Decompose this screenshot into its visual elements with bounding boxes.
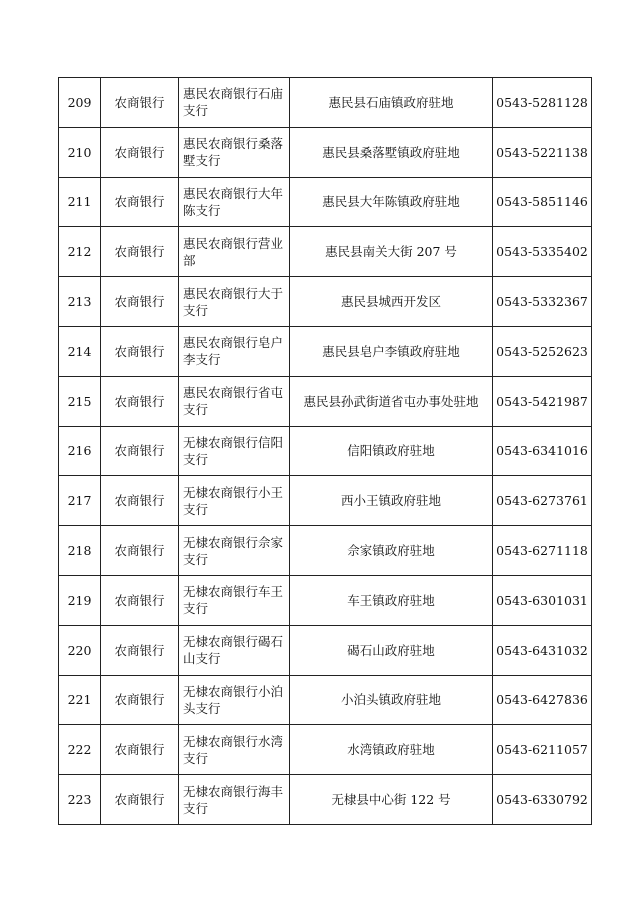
row-number: 219 [59, 575, 101, 625]
branch-name: 无棣农商银行水湾支行 [179, 725, 290, 775]
table-row [59, 426, 592, 476]
branch-phone: 0543-6271118 [493, 526, 592, 576]
branch-name: 惠民农商银行大年陈支行 [179, 177, 290, 227]
branch-phone: 0543-6427836 [493, 675, 592, 725]
branch-table [58, 77, 592, 825]
table-body [59, 78, 592, 825]
row-number: 210 [59, 127, 101, 177]
branch-phone: 0543-6330792 [493, 775, 592, 825]
row-number: 217 [59, 476, 101, 526]
bank-type: 农商银行 [101, 127, 179, 177]
branch-phone: 0543-6431032 [493, 625, 592, 675]
row-number: 209 [59, 78, 101, 128]
bank-type: 农商银行 [101, 775, 179, 825]
bank-type: 农商银行 [101, 725, 179, 775]
row-number: 213 [59, 277, 101, 327]
branch-phone: 0543-6301031 [493, 575, 592, 625]
table-row [59, 277, 592, 327]
bank-type: 农商银行 [101, 177, 179, 227]
branch-address: 惠民县石庙镇政府驻地 [290, 78, 493, 128]
branch-name: 惠民农商银行桑落墅支行 [179, 127, 290, 177]
branch-address: 惠民县桑落墅镇政府驻地 [290, 127, 493, 177]
branch-phone: 0543-5851146 [493, 177, 592, 227]
table-row [59, 376, 592, 426]
table-row [59, 78, 592, 128]
branch-name: 无棣农商银行车王支行 [179, 575, 290, 625]
bank-type: 农商银行 [101, 227, 179, 277]
row-number: 220 [59, 625, 101, 675]
row-number: 223 [59, 775, 101, 825]
branch-phone: 0543-6273761 [493, 476, 592, 526]
bank-type: 农商银行 [101, 476, 179, 526]
row-number: 212 [59, 227, 101, 277]
row-number: 218 [59, 526, 101, 576]
branch-name: 无棣农商银行碣石山支行 [179, 625, 290, 675]
row-number: 216 [59, 426, 101, 476]
bank-type: 农商银行 [101, 277, 179, 327]
branch-phone: 0543-5332367 [493, 277, 592, 327]
bank-type: 农商银行 [101, 426, 179, 476]
branch-name: 惠民农商银行石庙支行 [179, 78, 290, 128]
table-row [59, 675, 592, 725]
branch-address: 信阳镇政府驻地 [290, 426, 493, 476]
branch-name: 惠民农商银行省屯支行 [179, 376, 290, 426]
branch-name: 无棣农商银行小王支行 [179, 476, 290, 526]
branch-name: 无棣农商银行小泊头支行 [179, 675, 290, 725]
bank-type: 农商银行 [101, 675, 179, 725]
table-row [59, 127, 592, 177]
row-number: 214 [59, 326, 101, 376]
bank-type: 农商银行 [101, 376, 179, 426]
table-row [59, 775, 592, 825]
branch-address: 惠民县城西开发区 [290, 277, 493, 327]
table-row [59, 575, 592, 625]
branch-phone: 0543-5252623 [493, 326, 592, 376]
branch-address: 西小王镇政府驻地 [290, 476, 493, 526]
bank-type: 农商银行 [101, 526, 179, 576]
branch-address: 水湾镇政府驻地 [290, 725, 493, 775]
table-row [59, 227, 592, 277]
table-row [59, 625, 592, 675]
table-row [59, 177, 592, 227]
branch-name: 惠民农商银行营业部 [179, 227, 290, 277]
row-number: 221 [59, 675, 101, 725]
branch-phone: 0543-5281128 [493, 78, 592, 128]
row-number: 222 [59, 725, 101, 775]
branch-name: 无棣农商银行海丰支行 [179, 775, 290, 825]
branch-address: 无棣县中心街 122 号 [290, 775, 493, 825]
branch-address: 佘家镇政府驻地 [290, 526, 493, 576]
branch-address: 碣石山政府驻地 [290, 625, 493, 675]
table-row [59, 476, 592, 526]
branch-address: 惠民县南关大街 207 号 [290, 227, 493, 277]
bank-type: 农商银行 [101, 575, 179, 625]
branch-phone: 0543-5221138 [493, 127, 592, 177]
branch-address: 车王镇政府驻地 [290, 575, 493, 625]
table-row [59, 526, 592, 576]
bank-type: 农商银行 [101, 625, 179, 675]
branch-name: 无棣农商银行佘家支行 [179, 526, 290, 576]
table-row [59, 725, 592, 775]
table-row [59, 326, 592, 376]
branch-phone: 0543-5335402 [493, 227, 592, 277]
branch-phone: 0543-6211057 [493, 725, 592, 775]
row-number: 215 [59, 376, 101, 426]
branch-phone: 0543-6341016 [493, 426, 592, 476]
bank-type: 农商银行 [101, 326, 179, 376]
branch-address: 惠民县孙武街道省屯办事处驻地 [290, 376, 493, 426]
branch-address: 惠民县皂户李镇政府驻地 [290, 326, 493, 376]
branch-name: 无棣农商银行信阳支行 [179, 426, 290, 476]
branch-address: 惠民县大年陈镇政府驻地 [290, 177, 493, 227]
row-number: 211 [59, 177, 101, 227]
bank-type: 农商银行 [101, 78, 179, 128]
branch-phone: 0543-5421987 [493, 376, 592, 426]
branch-name: 惠民农商银行皂户李支行 [179, 326, 290, 376]
branch-address: 小泊头镇政府驻地 [290, 675, 493, 725]
branch-name: 惠民农商银行大于支行 [179, 277, 290, 327]
